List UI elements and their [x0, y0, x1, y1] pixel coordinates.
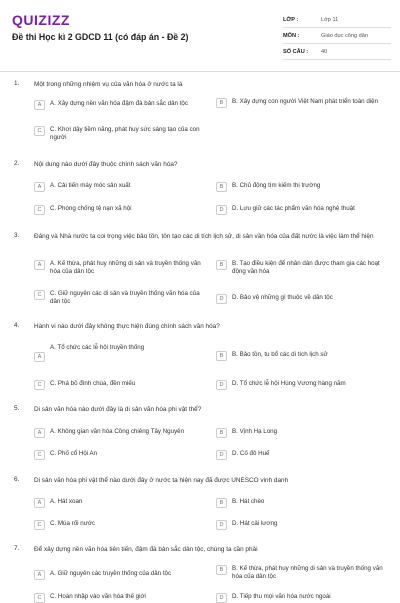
option-b[interactable] [216, 260, 388, 276]
meta-key: LỚP : [283, 17, 299, 23]
worksheet-title: Đề thi Học kì 2 GDCD 11 (có đáp án - Đề 2) [12, 32, 189, 42]
option-letter-box: C [34, 290, 45, 300]
option-letter-box: C [34, 450, 45, 460]
option-letter-box: B [216, 351, 227, 361]
option-letter-box: B [216, 260, 227, 270]
option-d[interactable] [216, 450, 388, 460]
option-c[interactable] [34, 593, 206, 603]
question-3 [10, 232, 390, 316]
question-5 [10, 405, 390, 467]
option-text: D. Lưu giữ các tác phẩm văn hóa nghệ thuật [232, 205, 355, 212]
option-letter-box: D [216, 450, 227, 460]
option-letter-box: C [34, 205, 45, 215]
option-letter-box: D [216, 520, 227, 530]
option-letter-box: B [216, 182, 227, 192]
option-text: C. Múa rối nước [50, 520, 95, 527]
question-7 [10, 545, 390, 600]
meta-row-count [283, 44, 391, 60]
question-1 [10, 80, 390, 150]
option-text: C. Giữ nguyên các di sản và truyền thống văn hóa của dân tộc [50, 290, 200, 305]
option-letter-box: A [34, 498, 45, 508]
option-text: D. Hát cải lương [232, 520, 278, 527]
question-text: Di sản văn hóa nào dưới đây là di sản văn hóa phi vật thể? [34, 406, 202, 413]
question-text: Hành vi nào dưới đây không thực hiện đúng chính sách văn hóa? [34, 323, 220, 330]
option-a[interactable] [34, 344, 206, 362]
meta-value: Lớp 11 [321, 17, 339, 23]
option-c[interactable] [34, 520, 206, 530]
question-text: Đảng và Nhà nước ta coi trọng việc bảo tồn, tôn tạo các di tích lịch sử, di sản văn hóa của đất nước là việc làm thể hiện [34, 233, 374, 240]
option-letter-box: B [216, 98, 227, 108]
option-letter-box: C [34, 593, 45, 603]
option-d[interactable] [216, 205, 388, 215]
option-b[interactable] [216, 182, 388, 192]
option-letter-box: A [34, 260, 45, 270]
option-letter-box: B [216, 428, 227, 438]
option-text: B. Vịnh Hạ Long [232, 428, 278, 435]
option-a[interactable] [34, 570, 206, 580]
meta-key: SỐ CÂU : [283, 48, 309, 55]
question-text: Di sản văn hóa phi vật thể nào dưới đây ở nước ta hiện nay đã được UNESCO vinh danh [34, 477, 289, 484]
option-text: C. Khơi dậy tiềm năng, phát huy sức sáng tạo của con người [50, 126, 200, 141]
option-c[interactable] [34, 126, 206, 142]
question-number: 7. [14, 545, 20, 552]
option-letter-box: A [34, 352, 45, 362]
option-letter-box: D [216, 205, 227, 215]
option-text: A. Tổ chức các lễ hội truyền thống [50, 344, 145, 351]
question-4 [10, 322, 390, 396]
option-text: A. Hát xoan [50, 498, 83, 505]
option-d[interactable] [216, 520, 388, 530]
option-text: A. Xây dựng nền văn hóa đậm đà bản sắc dân tộc [50, 100, 188, 107]
option-a[interactable] [34, 428, 206, 438]
option-text: B. Hát chèo [232, 498, 265, 505]
option-text: D. Bảo vệ những gì thuộc về dân tộc [232, 294, 333, 301]
option-text: A. Không gian văn hóa Cồng chiêng Tây Nguyên [50, 428, 185, 435]
option-text: D. Cố đô Huế [232, 450, 270, 457]
option-text: B. Kế thừa, phát huy những di sản và truyền thống văn hóa của dân tộc [232, 565, 383, 580]
option-d[interactable] [216, 593, 388, 603]
option-text: A. Giữ nguyên các truyền thống của dân tộc [50, 570, 172, 577]
question-text: Để xây dựng nền văn hóa tiên tiến, đậm đà bản sắc dân tộc, chúng ta cần phải [34, 546, 258, 553]
meta-key: MÔN : [283, 32, 300, 39]
question-number: 6. [14, 476, 20, 483]
option-letter-box: D [216, 593, 227, 603]
option-a[interactable] [34, 182, 206, 192]
option-text: C. Phố cổ Hội An [50, 450, 98, 457]
question-number: 4. [14, 322, 20, 329]
option-letter-box: C [34, 380, 45, 390]
option-a[interactable] [34, 498, 206, 508]
option-c[interactable] [34, 290, 206, 306]
option-b[interactable] [216, 565, 388, 581]
option-a[interactable] [34, 260, 206, 276]
option-text: B. Tạo điều kiện để nhân dân được tham gia các hoạt động văn hóa [232, 260, 380, 275]
option-b[interactable] [216, 98, 388, 108]
question-number: 1. [14, 80, 20, 87]
option-text: C. Phòng chống tệ nạn xã hội [50, 205, 132, 212]
option-text: C. Hoàn nhập vào văn hóa thế giới [50, 593, 146, 600]
question-number: 2. [14, 160, 20, 167]
meta-value: 40 [321, 48, 328, 55]
question-text: Một trong những nhiệm vụ của văn hóa ở nước ta là [34, 81, 183, 88]
option-text: B. Xây dựng con người Việt Nam phát triển toàn diện [232, 98, 379, 105]
option-text: C. Phá bỏ đình chùa, đền miếu [50, 380, 136, 387]
option-text: D. Tổ chức lễ hội Hùng Vương hàng năm [232, 380, 346, 387]
question-6 [10, 476, 390, 538]
option-letter-box: C [34, 520, 45, 530]
option-letter-box: B [216, 565, 227, 575]
worksheet-header [0, 0, 400, 72]
option-letter-box: B [216, 498, 227, 508]
option-letter-box: D [216, 380, 227, 390]
option-c[interactable] [34, 450, 206, 460]
option-text: A. Kế thừa, phát huy những di sản và truyền thống văn hóa của dân tộc [50, 260, 201, 275]
meta-row-subject [283, 28, 391, 44]
header-divider [0, 71, 400, 72]
question-number: 5. [14, 405, 20, 412]
option-letter-box: C [34, 126, 45, 136]
meta-row-class [283, 13, 391, 28]
option-d[interactable] [216, 380, 388, 390]
option-letter-box: A [34, 428, 45, 438]
option-letter-box: D [216, 294, 227, 304]
option-text: B. Bảo tồn, tu bổ các di tích lịch sử [232, 351, 328, 358]
option-letter-box: A [34, 100, 45, 110]
option-text: B. Chủ động tìm kiếm thị trường [232, 182, 321, 189]
question-text: Nội dung nào dưới đây thuộc chính sách văn hóa? [34, 161, 178, 168]
quizizz-logo: QUIZIZZ [12, 12, 70, 28]
option-b[interactable] [216, 428, 388, 438]
option-b[interactable] [216, 351, 388, 361]
option-text: D. Tiếp thu mọi văn hóa nước ngoài [232, 593, 331, 600]
meta-value: Giáo dục công dân [321, 32, 368, 39]
option-a[interactable] [34, 100, 206, 110]
meta-table [283, 13, 391, 60]
option-b[interactable] [216, 498, 388, 508]
option-letter-box: A [34, 570, 45, 580]
option-letter-box: A [34, 182, 45, 192]
option-c[interactable] [34, 380, 206, 390]
option-c[interactable] [34, 205, 206, 215]
question-2 [10, 160, 390, 220]
option-d[interactable] [216, 294, 388, 304]
option-text: A. Cải tiến máy móc sản xuất [50, 182, 131, 189]
question-number: 3. [14, 232, 20, 239]
